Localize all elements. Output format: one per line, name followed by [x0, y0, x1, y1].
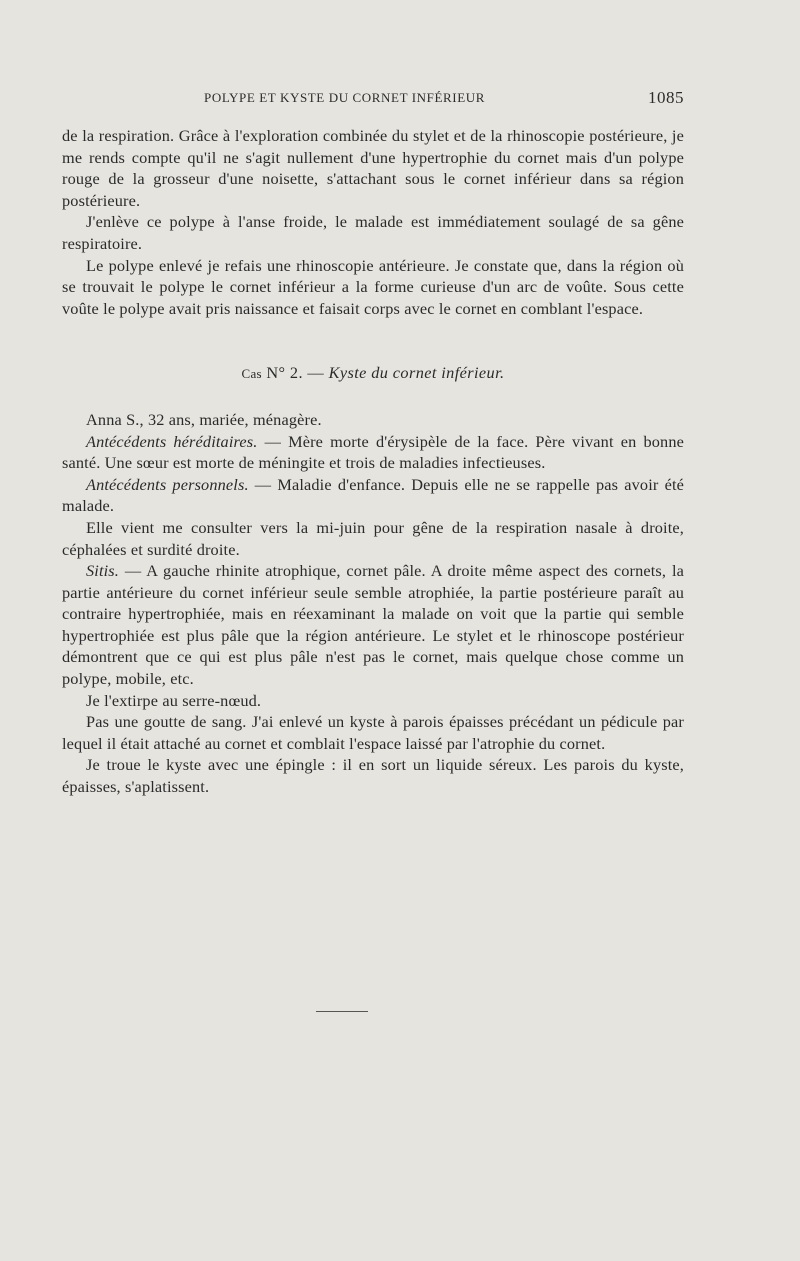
case-heading: [62, 362, 684, 385]
paragraph-puncture: Je troue le kyste avec une épingle : il en sort un liquide séreux. Les parois du kyste, épaisses, s'aplatissent.: [62, 755, 684, 797]
paragraph-consultation: Elle vient me consulter vers la mi-juin pour gêne de la respiration nasale à droite, céphalées et surdité droite.: [62, 517, 684, 559]
running-head: POLYPE ET KYSTE DU CORNET INFÉRIEUR: [204, 90, 486, 105]
paragraph-continuation: de la respiration. Grâce à l'exploration combinée du stylet et de la rhinoscopie postérieure, je me rends compte qu'il ne s'agit nullement d'une hypertrophie du cornet mais d'un polype rouge de la grosseur d'une noisette, s'attachant sous le cornet inférieur dans sa région postérieure.: [62, 126, 684, 210]
case-title: Kyste du cornet inférieur.: [328, 363, 505, 383]
section-end-rule: [316, 1011, 368, 1012]
case-dash: —: [307, 363, 325, 383]
paragraph-polyp-removal: J'enlève ce polype à l'anse froide, le malade est immédiatement soulagé de sa gêne respiratoire.: [62, 212, 684, 253]
personal-label: Antécédents personnels.: [86, 474, 249, 494]
page-number: 1085: [648, 88, 684, 107]
page-header: [62, 88, 684, 112]
body-text: [62, 125, 684, 798]
hereditary-label: Antécédents héréditaires.: [86, 431, 258, 451]
personal-text: — Maladie d'enfance. Depuis elle ne se rappelle pas avoir été malade.: [62, 474, 684, 516]
paragraph-hereditary-history: [62, 431, 684, 474]
paragraph-examination: [62, 560, 684, 690]
paragraph-anterior-rhinoscopy: Le polype enlevé je refais une rhinoscopie antérieure. Je constate que, dans la région où se trouvait le polype le cornet inférieur a la forme curieuse d'un arc de voûte. Sous cette voûte le polype avait pris naissance et faisait corps avec le cornet en comblant l'espace.: [62, 255, 684, 318]
status-label: Sitis.: [86, 561, 120, 581]
paragraph-personal-history: [62, 474, 684, 517]
paragraph-patient: Anna S., 32 ans, mariée, ménagère.: [86, 409, 322, 429]
hereditary-text: — Mère morte d'érysipèle de la face. Père vivant en bonne santé. Une sœur est morte de méningite et trois de maladies infectieuses.: [62, 431, 685, 473]
case-number: N° 2.: [266, 363, 303, 383]
paragraph-extirpation: Je l'extirpe au serre-nœud.: [86, 690, 262, 710]
case-prefix: Cas: [241, 366, 262, 382]
paragraph-no-blood: Pas une goutte de sang. J'ai enlevé un kyste à parois épaisses précédant un pédicule par lequel il était attaché au cornet et comblait l'espace laissé par l'atrophie du cornet.: [62, 712, 684, 753]
status-text: — A gauche rhinite atrophique, cornet pâle. A droite même aspect des cornets, la partie antérieure du cornet inférieur seule semble atrophiée, la partie postérieure paraît au contraire hypertrophiée, mais en réexaminant la malade on voit que la partie qui semble hypertrophiée est plus pâle que la région antérieure. Le stylet et le rhinoscope postérieur démontrent que ce qui est plus pâle n'est pas le cornet, mais quelque chose comme un polype, mobile, etc.: [62, 561, 684, 689]
